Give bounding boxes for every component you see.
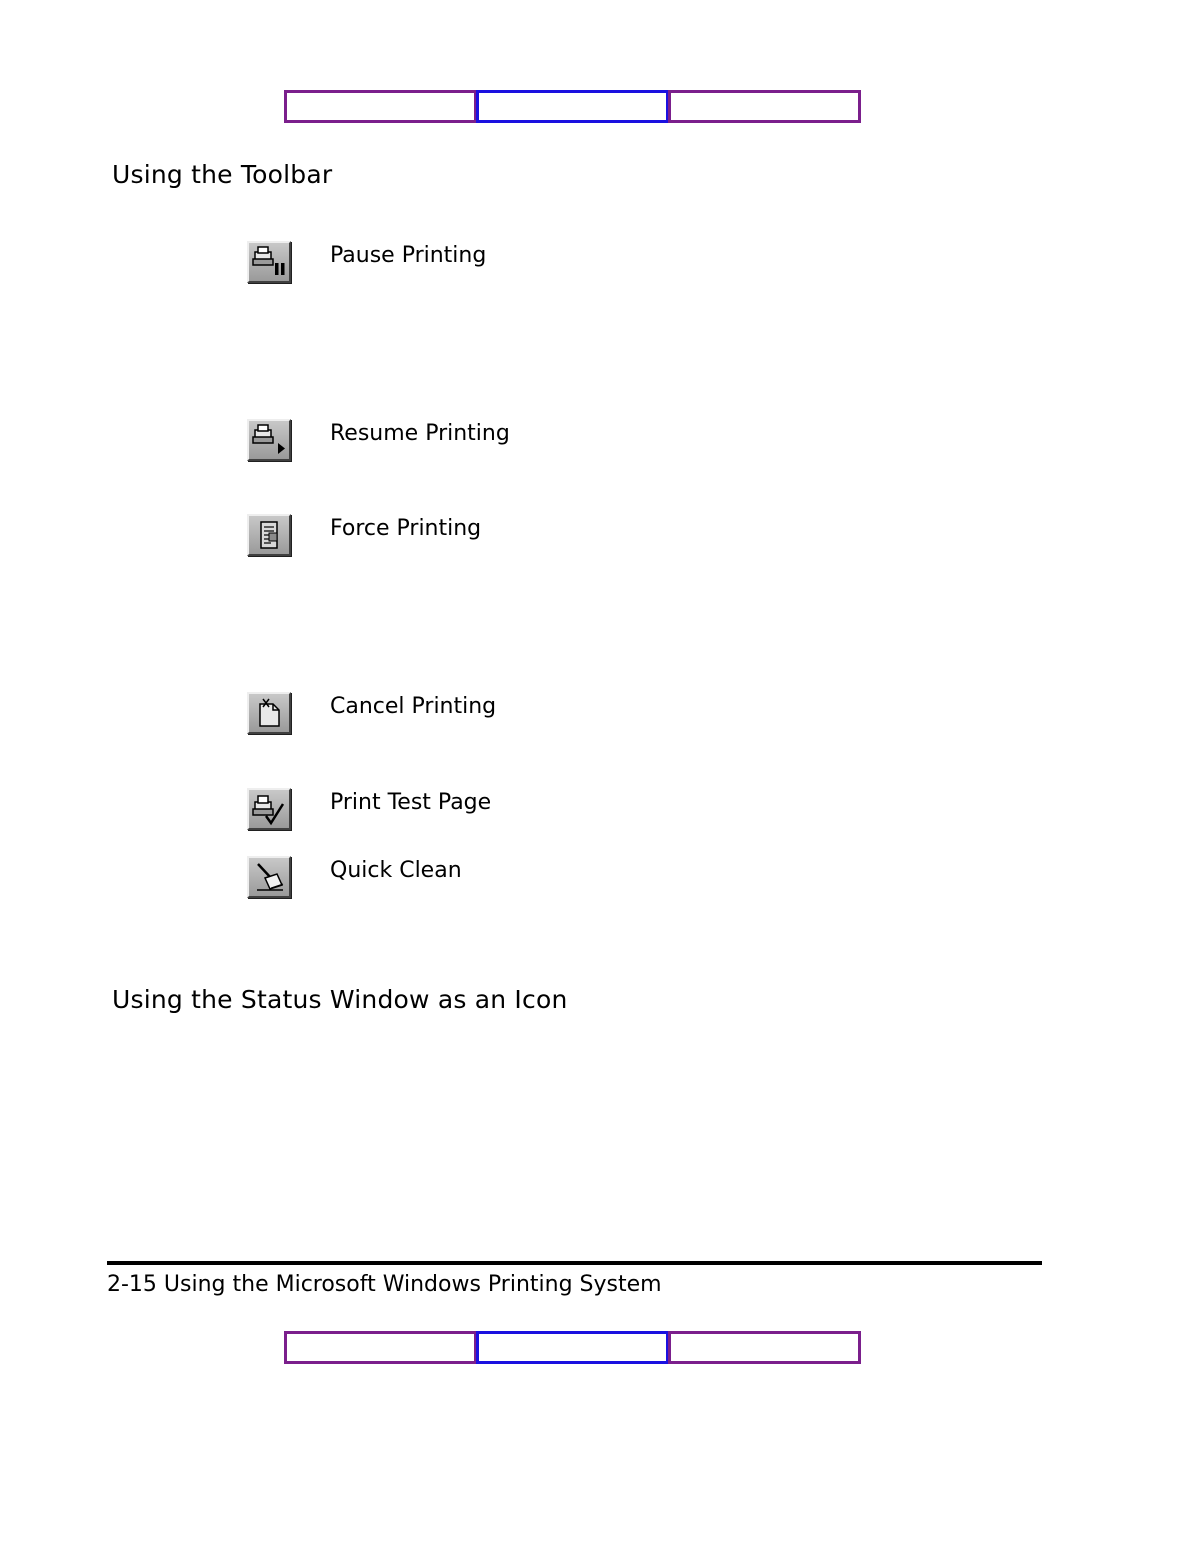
nav-contents-button[interactable] [476,90,669,123]
tool-label: Force Printing [330,516,482,541]
footer-divider [107,1261,1042,1265]
bottom-navigation-bar [284,1331,861,1364]
quick-clean-button[interactable] [247,856,291,898]
tool-label: Print Test Page [330,790,492,815]
nav-previous-button[interactable] [284,90,477,123]
top-navigation-bar [284,90,861,123]
cancel-printing-button[interactable] [247,692,291,734]
resume-printing-button[interactable] [247,419,291,461]
nav-contents-button[interactable] [476,1331,669,1364]
print-test-page-icon [249,790,289,828]
heading-using-the-toolbar: Using the Toolbar [112,160,333,189]
cancel-printing-icon [249,694,289,732]
tool-label: Quick Clean [330,858,462,883]
print-test-page-button[interactable] [247,788,291,830]
pause-printing-icon [249,243,289,281]
heading-using-the-status-window-as-an-icon: Using the Status Window as an Icon [112,985,568,1014]
force-printing-button[interactable] [247,514,291,556]
force-printing-icon [249,516,289,554]
tool-label: Pause Printing [330,243,487,268]
nav-next-button[interactable] [668,1331,861,1364]
pause-printing-button[interactable] [247,241,291,283]
nav-previous-button[interactable] [284,1331,477,1364]
tool-label: Resume Printing [330,421,510,446]
quick-clean-icon [249,858,289,896]
resume-printing-icon [249,421,289,459]
tool-label: Cancel Printing [330,694,497,719]
page-footer: 2-15 Using the Microsoft Windows Printing System [107,1272,662,1297]
nav-next-button[interactable] [668,90,861,123]
